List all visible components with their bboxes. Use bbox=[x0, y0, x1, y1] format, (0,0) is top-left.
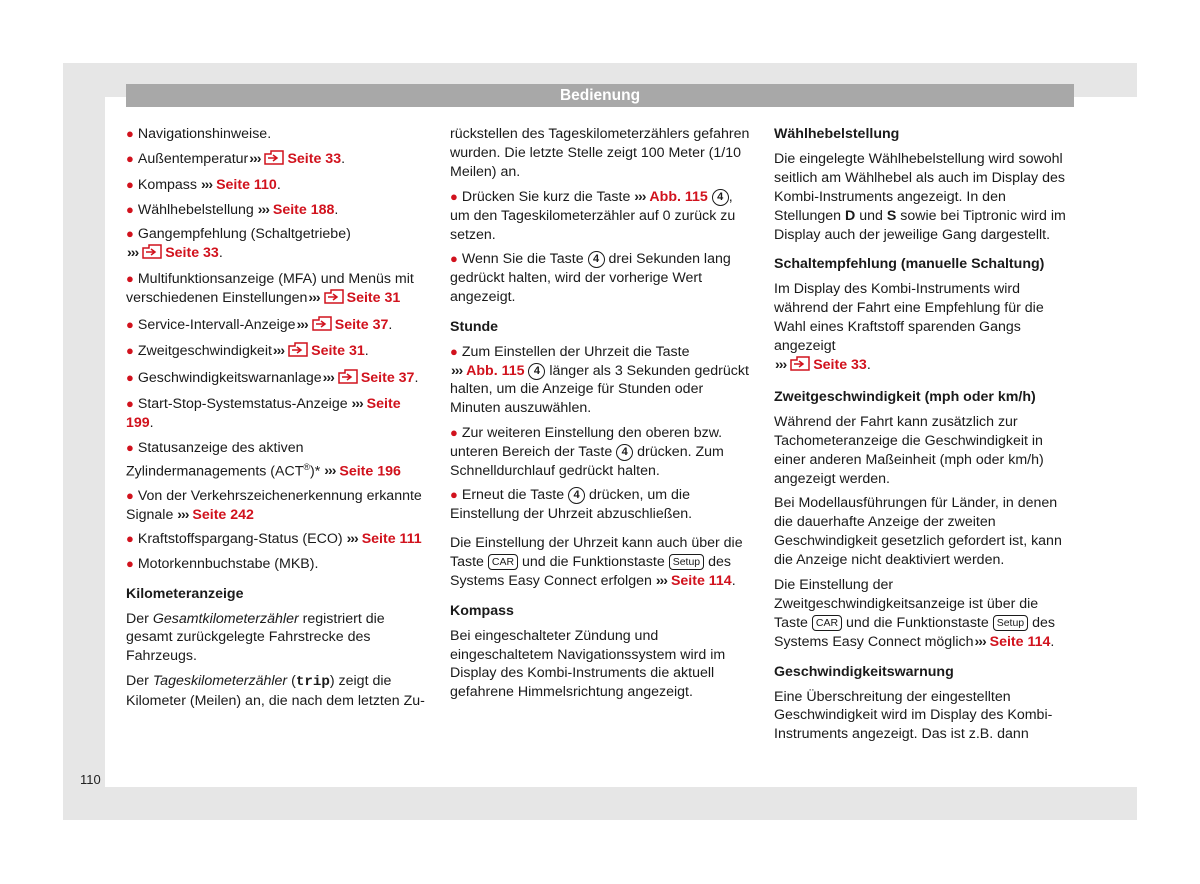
arrow-icon: ››› bbox=[127, 244, 139, 261]
page-reference-link[interactable]: Seite 114 bbox=[989, 633, 1051, 650]
paragraph: Die eingelegte Wählhebelstellung wird sowohl seitlich am Wählhebel als auch im Display des Kombi-Instruments angezeigt. In den Stellungen D und S sowie bei Tiptronic wird im Display auch der jeweilige Gang dargestellt. bbox=[774, 150, 1066, 243]
book-reference-icon bbox=[790, 356, 810, 377]
figure-reference-link[interactable]: Abb. 115 bbox=[649, 188, 708, 205]
list-item: ● Zum Einstellen der Uhrzeit die Taste ››› Abb. 115 4 länger als 3 Sekunden gedrückt halten, um die Anzeige für Stunden oder Minuten auszuwählen. bbox=[450, 343, 749, 417]
arrow-icon: ››› bbox=[631, 188, 649, 205]
list-item: ● Service-Intervall-Anzeige››› Seite 37. bbox=[126, 316, 428, 337]
list-item: ● Von der Verkehrszeichenerkennung erkannte Signale ››› Seite 242 bbox=[126, 487, 422, 523]
list-item: ● Geschwindigkeitswarnanlage››› Seite 37. bbox=[126, 369, 428, 390]
bullet-icon: ● bbox=[126, 343, 134, 359]
trip-code: trip bbox=[295, 674, 330, 691]
car-key-icon: CAR bbox=[812, 615, 842, 631]
button-number-badge: 4 bbox=[616, 444, 633, 461]
bullet-icon: ● bbox=[126, 555, 134, 571]
list-item: ● Statusanzeige des aktiven Zylindermanagements (ACT®)* ››› Seite 196 bbox=[126, 439, 401, 480]
bullet-icon: ● bbox=[450, 487, 458, 503]
bullet-icon: ● bbox=[126, 150, 134, 166]
list-item: ● Wählhebelstellung ››› Seite 188. bbox=[126, 201, 339, 218]
page-reference-link[interactable]: Seite 196 bbox=[339, 463, 401, 480]
page-reference-link[interactable]: Seite 33 bbox=[287, 150, 342, 167]
list-item: ● Multifunktionsanzeige (MFA) und Menüs mit verschiedenen Einstellungen››› Seite 31 bbox=[126, 270, 428, 310]
bullet-icon: ● bbox=[126, 226, 134, 241]
paragraph: Bei eingeschalteter Zündung und eingeschaltetem Navigationssystem wird im Display des Kombi-Instruments die aktuell gefahrene Himmelsrichtung angezeigt. bbox=[450, 627, 726, 701]
bullet-icon: ● bbox=[126, 531, 134, 547]
button-number-badge: 4 bbox=[712, 189, 729, 206]
list-item: ● Wenn Sie die Taste 4 drei Sekunden lang gedrückt halten, wird der vorherige Wert angezeigt. bbox=[450, 251, 731, 305]
bullet-icon: ● bbox=[450, 188, 458, 204]
list-item: ● Navigationshinweise. bbox=[126, 126, 272, 142]
bullet-icon: ● bbox=[126, 201, 134, 217]
list-item: ● Erneut die Taste 4 drücken, um die Einstellung der Uhrzeit abzuschließen. bbox=[450, 487, 693, 523]
paragraph: Bei Modellausführungen für Länder, in denen die dauerhafte Anzeige der zweiten Geschwindigkeit gesetzlich gefordert ist, kann die Anzeige nicht deaktiviert werden. bbox=[774, 495, 1062, 569]
bullet-icon: ● bbox=[126, 271, 134, 287]
figure-reference-link[interactable]: Abb. 115 bbox=[466, 362, 525, 379]
column-left bbox=[126, 125, 428, 717]
section-heading: Zweitgeschwindigkeit (mph oder km/h) bbox=[774, 388, 1036, 405]
page-reference-link[interactable]: Seite 110 bbox=[216, 177, 277, 193]
list-item: ● Kompass ››› Seite 110. bbox=[126, 177, 281, 193]
bullet-icon: ● bbox=[126, 126, 134, 141]
section-heading: Kilometeranzeige bbox=[126, 585, 244, 602]
book-reference-icon bbox=[338, 369, 358, 390]
list-item: ● Start-Stop-Systemstatus-Anzeige ››› Seite 199. bbox=[126, 396, 401, 432]
arrow-icon: ››› bbox=[451, 362, 466, 379]
page-reference-link[interactable]: Seite 31 bbox=[346, 290, 401, 307]
section-heading: Geschwindigkeitswarnung bbox=[774, 663, 954, 680]
page-reference-link[interactable]: Seite 33 bbox=[813, 356, 867, 373]
column-middle bbox=[450, 125, 750, 708]
arrow-icon: ››› bbox=[348, 396, 366, 413]
page-reference-link[interactable]: Seite 111 bbox=[361, 531, 422, 548]
arrow-icon: ››› bbox=[775, 356, 787, 373]
book-reference-icon bbox=[288, 342, 308, 363]
book-reference-icon bbox=[324, 289, 344, 310]
paragraph: rückstellen des Tageskilometerzählers gefahren wurden. Die letzte Stelle zeigt 100 Meter (1/10 Meilen) an. bbox=[450, 126, 750, 180]
paragraph: Die Einstellung der Uhrzeit kann auch über die Taste CAR und die Funktionstaste Setup des Systems Easy Connect erfolgen ››› Seite 114. bbox=[450, 535, 743, 589]
button-number-badge: 4 bbox=[528, 363, 545, 380]
bullet-icon: ● bbox=[126, 177, 134, 192]
arrow-icon: ››› bbox=[974, 633, 989, 650]
bullet-icon: ● bbox=[126, 369, 134, 385]
paragraph: Im Display des Kombi-Instruments wird während der Fahrt eine Empfehlung für die Wahl eines Kraftstoff sparenden Gangs angezeigt ››› Seite 33. bbox=[774, 280, 1074, 377]
bullet-icon: ● bbox=[126, 487, 134, 503]
arrow-icon: ››› bbox=[322, 369, 334, 386]
book-reference-icon bbox=[264, 150, 284, 171]
paragraph: Eine Überschreitung der eingestellten Geschwindigkeit wird im Display des Kombi-Instruments angezeigt. Das ist z.B. dann bbox=[774, 688, 1053, 743]
arrow-icon: ››› bbox=[272, 343, 285, 360]
arrow-icon: ››› bbox=[321, 463, 339, 480]
list-item: ● Motorkennbuchstabe (MKB). bbox=[126, 555, 319, 572]
arrow-icon: ››› bbox=[174, 506, 192, 523]
car-key-icon: CAR bbox=[488, 554, 518, 570]
book-reference-icon bbox=[312, 316, 332, 337]
setup-key-icon: Setup bbox=[669, 554, 704, 570]
list-item: ● Zur weiteren Einstellung den oberen bzw. unteren Bereich der Taste 4 drücken. Zum Schnelldurchlauf gedrückt halten. bbox=[450, 424, 724, 479]
bullet-icon: ● bbox=[126, 316, 134, 332]
list-item: ● Gangempfehlung (Schaltgetriebe) ››› Seite 33. bbox=[126, 225, 428, 265]
bullet-icon: ● bbox=[126, 396, 134, 412]
arrow-icon: ››› bbox=[652, 572, 670, 589]
paragraph: Die Einstellung der Zweitgeschwindigkeitsanzeige ist über die Taste CAR und die Funktionstaste Setup des Systems Easy Connect möglich››› Seite 114. bbox=[774, 577, 1055, 650]
button-number-badge: 4 bbox=[568, 487, 585, 504]
paragraph: Der Tageskilometerzähler (trip) zeigt die Kilometer (Meilen) an, die nach dem letzten Zu- bbox=[126, 673, 425, 710]
page-reference-link[interactable]: Seite 188 bbox=[272, 201, 335, 218]
arrow-icon: ››› bbox=[296, 316, 308, 333]
section-header: Bedienung bbox=[126, 84, 1074, 107]
list-item: ● Zweitgeschwindigkeit››› Seite 31. bbox=[126, 342, 428, 363]
section-heading: Stunde bbox=[450, 318, 499, 335]
column-right bbox=[774, 125, 1074, 750]
section-heading: Wählhebelstellung bbox=[774, 126, 900, 142]
page-reference-link[interactable]: Seite 114 bbox=[670, 572, 732, 589]
paragraph: Während der Fahrt kann zusätzlich zur Tachometeranzeige die Geschwindigkeit in einer anderen Maßeinheit (mph oder km/h) angezeigt werden. bbox=[774, 413, 1044, 487]
bullet-icon: ● bbox=[450, 343, 458, 359]
list-item: ● Kraftstoffspargang-Status (ECO) ››› Seite 111 bbox=[126, 531, 422, 548]
setup-key-icon: Setup bbox=[993, 615, 1028, 631]
page-reference-link[interactable]: Seite 242 bbox=[192, 506, 254, 523]
arrow-icon: ››› bbox=[343, 531, 361, 548]
bullet-icon: ● bbox=[126, 439, 134, 455]
arrow-icon: ››› bbox=[308, 290, 320, 307]
page-reference-link[interactable]: Seite 31 bbox=[311, 343, 365, 360]
bullet-icon: ● bbox=[450, 251, 458, 267]
section-heading: Schaltempfehlung (manuelle Schaltung) bbox=[774, 256, 1045, 273]
arrow-icon: ››› bbox=[198, 177, 216, 193]
page-number: 110 bbox=[80, 772, 101, 787]
button-number-badge: 4 bbox=[588, 251, 605, 268]
page-reference-link[interactable]: Seite 199 bbox=[126, 396, 401, 432]
book-reference-icon bbox=[142, 244, 162, 265]
page-reference-link[interactable]: Seite 37 bbox=[360, 369, 415, 386]
page-reference-link[interactable]: Seite 33 bbox=[165, 244, 219, 261]
bullet-icon: ● bbox=[450, 424, 458, 440]
list-item: ● Außentemperatur››› Seite 33. bbox=[126, 150, 428, 171]
arrow-icon: ››› bbox=[249, 150, 261, 167]
paragraph: Der Gesamtkilometerzähler registriert die gesamt zurückgelegte Fahrstrecke des Fahrzeugs. bbox=[126, 610, 385, 665]
section-heading: Kompass bbox=[450, 602, 514, 619]
page-reference-link[interactable]: Seite 37 bbox=[334, 316, 389, 333]
arrow-icon: ››› bbox=[254, 201, 272, 218]
list-item: ● Drücken Sie kurz die Taste ››› Abb. 115 4 , um den Tageskilometerzähler auf 0 zurück zu setzen. bbox=[450, 188, 736, 243]
